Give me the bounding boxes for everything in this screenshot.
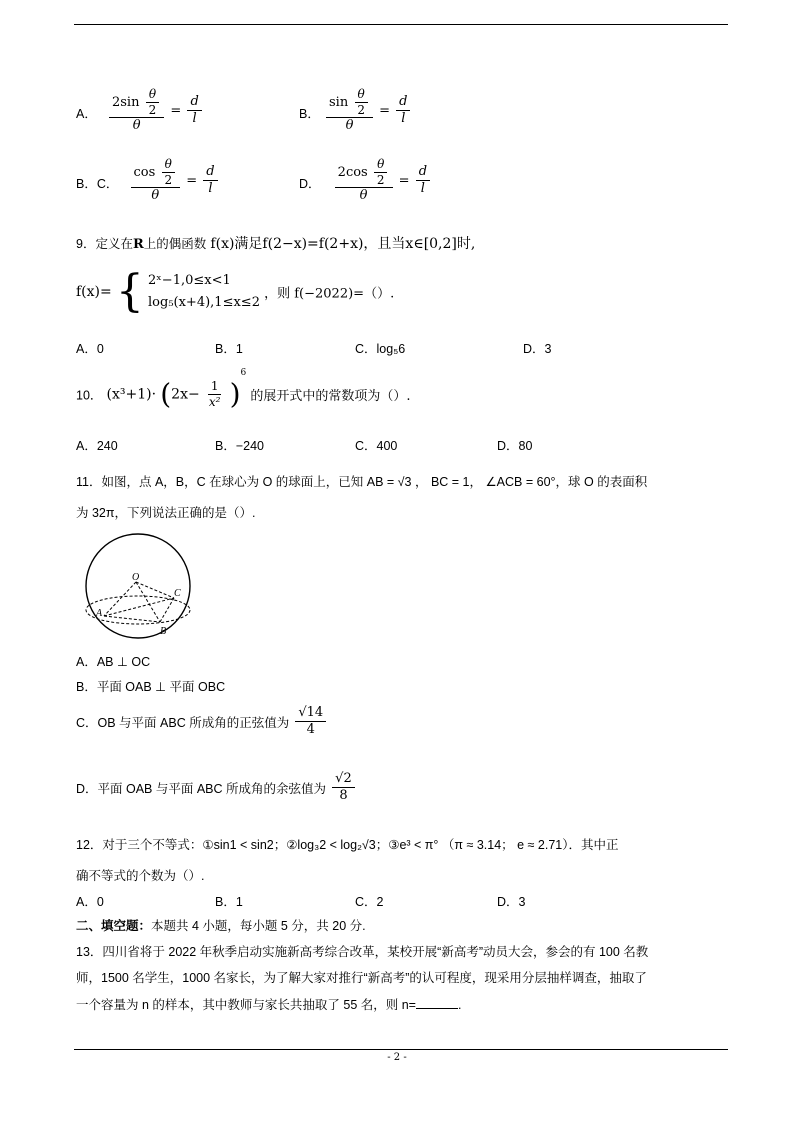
q9-stem: 9．定义在R上的偶函数 f(x)满足f(2−x)=f(2+x)，且当x∈[0,2]时, <box>76 236 476 252</box>
option-label: B． <box>299 107 320 122</box>
option-label: A． <box>76 107 97 122</box>
q8-option-b: B． sin $\frac{\theta}{2}$ θ = $\frac{d}{l}$ <box>299 88 412 134</box>
bottom-rule <box>74 1049 728 1050</box>
option-label: D． <box>299 177 321 192</box>
segment-ac <box>104 598 174 616</box>
label-o: O <box>132 572 140 583</box>
fraction: 2cos $\frac{\theta}{2}$ θ <box>335 158 393 204</box>
q8-option-c: B．C． cos $\frac{\theta}{2}$ θ = $\frac{d}{l}$ <box>76 158 220 204</box>
q10-stem: 10． (x³+1)· (2x− $\frac{1}{\text{x²}}$ )$^6$ 的展开式中的常数项为（）. <box>76 368 411 411</box>
segment-oa <box>104 582 136 616</box>
fraction: 2sin $\frac{\theta}{2}$ θ <box>109 88 164 134</box>
page-number: - 2 - <box>387 1052 407 1063</box>
label-b: B <box>160 626 167 637</box>
label-c: C <box>174 588 181 599</box>
option-a: A．0 <box>76 342 104 356</box>
option-label: B．C． <box>76 177 119 192</box>
q11-option-a: A．AB ⊥ OC <box>76 655 151 669</box>
case-1: 2ˣ−1,0≤x<1 <box>148 273 231 288</box>
top-rule <box>74 24 728 25</box>
q11-line-2: 为 32π，下列说法正确的是（）. <box>76 506 256 520</box>
answer-blank <box>416 997 458 1009</box>
sphere-figure <box>78 530 196 642</box>
segment-ob <box>136 582 160 622</box>
sphere-outline <box>86 534 190 638</box>
q11-option-d: D．平面 OAB 与平面 ABC 所成角的余弦值为 $\frac{√2}{8}$ <box>76 772 357 804</box>
q8-option-a: A． 2sin $\frac{\theta}{2}$ θ = $\frac{d}{l}$ <box>76 88 204 134</box>
segment-bc <box>160 598 174 622</box>
q12-line-1: 12．对于三个不等式：①sin1 < sin2；②log₃2 < log₂√3；③e³ < π° （π ≈ 3.14； e ≈ 2.71）．其中正 <box>76 838 619 852</box>
q13-line-2: 师，1500 名学生，1000 名家长，为了解大家对推行“新高考”的认可程度，现采用分层抽样调查，抽取了 <box>76 971 647 985</box>
q11-option-c: C．OB 与平面 ABC 所成角的正弦值为 $\frac{√14}{4}$ <box>76 706 328 738</box>
segment-ab <box>104 616 160 622</box>
option-b: B．−240 <box>215 439 264 453</box>
option-b: B．1 <box>215 895 243 909</box>
q12-line-2: 确不等式的个数为（）. <box>76 869 205 883</box>
option-a: A．240 <box>76 439 118 453</box>
option-b: B．1 <box>215 342 243 356</box>
option-c: C．2 <box>355 895 384 909</box>
option-a: A．0 <box>76 895 104 909</box>
q13-line-3: 一个容量为 n 的样本，其中教师与家长共抽取了 55 名，则 n= . <box>76 998 462 1012</box>
option-c: C．log₅6 <box>355 342 406 356</box>
q11-line-1: 11．如图，点 A，B，C 在球心为 O 的球面上，已知 AB = √3 ， BC = 1， ∠ACB = 60°，球 O 的表面积 <box>76 475 648 489</box>
q9-piecewise: f(x)= { 2ˣ−1,0≤x<1 log₅(x+4),1≤x≤2 ，则 f(−2022)=（）. <box>76 266 395 317</box>
q13-line-1: 13．四川省将于 2022 年秋季启动实施新高考综合改革，某校开展“新高考”动员大会，参会的有 100 名教 <box>76 945 649 959</box>
section-2-heading: 二、填空题：本题共 4 小题，每小题 5 分，共 20 分. <box>76 919 366 933</box>
option-d: D．3 <box>523 342 552 356</box>
q11-option-b: B．平面 OAB ⊥ 平面 OBC <box>76 680 226 694</box>
option-d: D．80 <box>497 439 533 453</box>
q8-option-d: D． 2cos $\frac{\theta}{2}$ θ = $\frac{d}{l}$ <box>299 158 432 204</box>
option-c: C．400 <box>355 439 398 453</box>
label-a: A <box>96 608 103 619</box>
fraction: sin $\frac{\theta}{2}$ θ <box>326 88 373 134</box>
case-2: log₅(x+4),1≤x≤2 <box>148 295 260 310</box>
option-d: D．3 <box>497 895 526 909</box>
fraction: cos $\frac{\theta}{2}$ θ <box>131 158 181 204</box>
